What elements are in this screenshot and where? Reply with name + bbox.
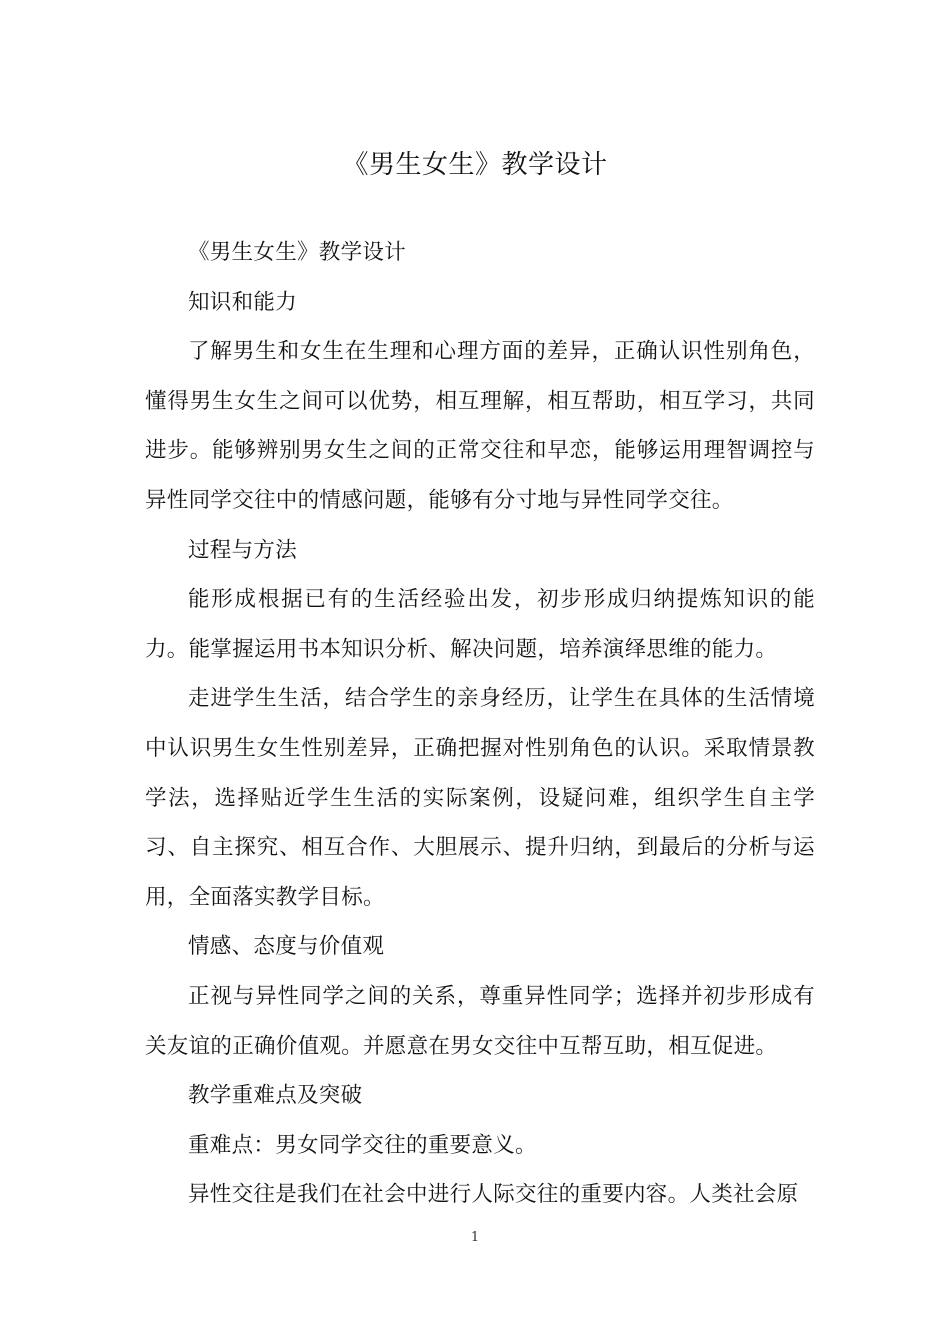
document-title: 《男生女生》教学设计 — [342, 150, 608, 180]
paragraph-process-1: 能形成根据已有的生活经验出发，初步形成归纳提炼知识的能力。能掌握运用书本知识分析、解决问题，培养演绎思维的能力。 — [145, 587, 815, 662]
paragraph-subtitle: 《男生女生》教学设计 — [188, 240, 407, 265]
paragraph-key-points: 重难点：男女同学交往的重要意义。 — [188, 1132, 537, 1158]
document-body — [145, 228, 815, 1220]
paragraph-process-2: 走进学生生活，结合学生的亲身经历，让学生在具体的生活情境中认识男生女生性别差异，正确把握对性别角色的认识。采取情景教学法，选择贴近学生生活的实际案例，设疑问难，组织学生自主学习、自主探究、相互合作、大胆展示、提升归纳，到最后的分析与运用，全面落实教学目标。 — [145, 686, 815, 910]
paragraph-knowledge: 了解男生和女生在生理和心理方面的差异，正确认识性别角色，懂得男生女生之间可以优势，相互理解，相互帮助，相互学习，共同进步。能够辨别男女生之间的正常交往和早恋，能够运用理智调控与异性同学交往中的情感问题，能够有分寸地与异性同学交往。 — [145, 339, 815, 513]
section-heading-knowledge: 知识和能力 — [188, 289, 298, 315]
section-heading-key-points: 教学重难点及突破 — [188, 1083, 363, 1109]
page-number: 1 — [470, 1230, 480, 1245]
section-heading-process: 过程与方法 — [188, 537, 298, 563]
section-heading-values: 情感、态度与价值观 — [188, 934, 385, 960]
paragraph-values: 正视与异性同学之间的关系，尊重异性同学；选择并初步形成有关友谊的正确价值观。并愿意在男女交往中互帮互助，相互促进。 — [145, 983, 815, 1059]
paragraph-interaction: 异性交往是我们在社会中进行人际交往的重要内容。人类社会原 — [188, 1182, 799, 1208]
